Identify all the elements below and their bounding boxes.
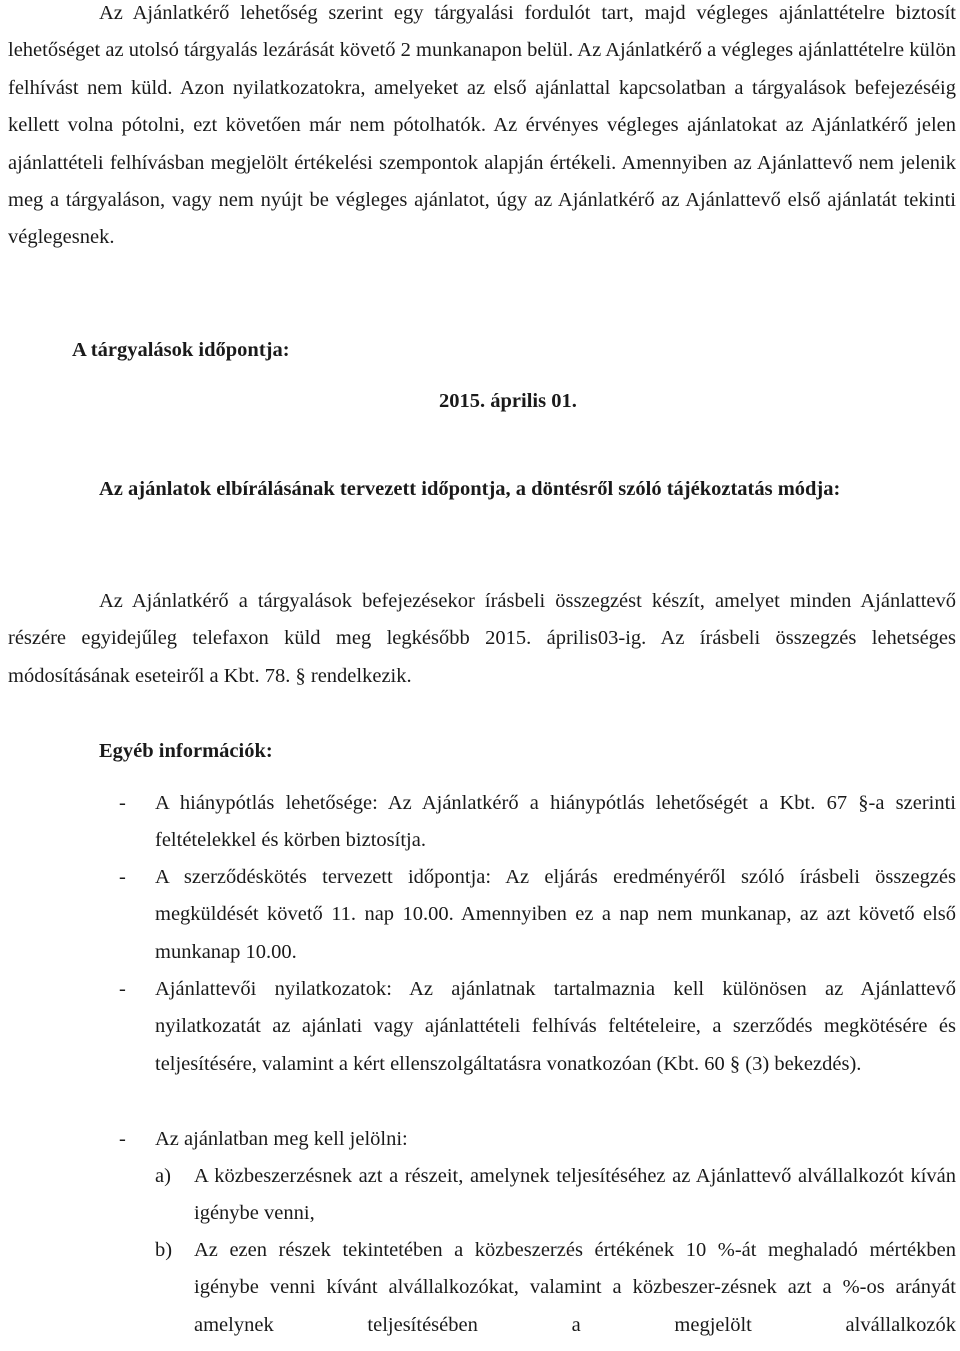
bullet-dash: - bbox=[119, 1128, 126, 1150]
sub-list-item bbox=[8, 1232, 956, 1344]
paragraph-negotiation: Az Ajánlatkérő lehetőség szerint egy tárgyalási fordulót tart, majd végleges ajánlattételre biztosít lehetőséget az utolsó tárgyalás lezárását követő 2 munkanapon belül. Az Ajánlatkérő a végleges ajánlattételre külön felhívást nem küld. Azon nyilatkozatokra, amelyeket az első ajánlattal kapcsolatban a tárgyalások befejezéséig kellett volna pótolni, ezt követően már nem pótolhatók. Az érvényes végleges ajánlatokat az Ajánlatkérő jelen ajánlattételi felhívásban megjelölt értékelési szempontok alapján értékeli. Amennyiben az Ajánlattevő nem jelenik meg a tárgyaláson, vagy nem nyújt be végleges ajánlatot, úgy az Ajánlatkérő az Ajánlattevő első ajánlatát tekinti véglegesnek. bbox=[8, 2, 956, 249]
list-item bbox=[8, 785, 956, 860]
bullet-text: A szerződéskötés tervezett időpontja: Az eljárás eredményéről szóló írásbeli összegzés megküldését követő 11. nap 10.00. Amennyiben ez a nap nem munkanap, az azt követő első munkanap 10.00. bbox=[155, 866, 956, 963]
bullet-text: Ajánlattevői nyilatkozatok: Az ajánlatnak tartalmaznia kell különösen az Ajánlattevő nyilatkozatát az ajánlati vagy ajánlattételi felhívás feltételeire, a szerződés megkötésére és teljesítésére, valamint a kért ellenszolgáltatásra vonatkozóan (Kbt. 60 § (3) bekezdés). bbox=[155, 978, 956, 1075]
bullet-text: Az ajánlatban meg kell jelölni: bbox=[155, 1128, 408, 1150]
schedule-date: 2015. április 01. bbox=[439, 390, 577, 412]
heading-decision: Az ajánlatok elbírálásának tervezett időpontja, a döntésről szóló tájékoztatás módja: bbox=[99, 478, 841, 500]
list-item bbox=[8, 1121, 956, 1158]
sub-item-text: Az ezen részek tekintetében a közbeszerzés értékének 10 %-át meghaladó mértékben igénybe venni kívánt alvállalkozókat, valamint a közbeszer-zésnek azt a %-os arányát amelynek teljesítésében a megjelölt alvállalkozók bbox=[194, 1239, 956, 1336]
list-item bbox=[8, 859, 956, 971]
bullet-text: A hiánypótlás lehetősége: Az Ajánlatkérő a hiánypótlás lehetőségét a Kbt. 67 §-a szerinti feltételekkel és körben biztosítja. bbox=[155, 792, 956, 852]
bullet-dash: - bbox=[119, 792, 126, 814]
bullet-dash: - bbox=[119, 978, 126, 1000]
bullet-dash: - bbox=[119, 866, 126, 888]
sub-item-text: A közbeszerzésnek azt a részeit, amelynek teljesítéséhez az Ajánlattevő alvállalkozót kíván igénybe venni, bbox=[194, 1165, 956, 1225]
sub-list-item bbox=[8, 1158, 956, 1233]
sub-item-letter: a) bbox=[155, 1165, 171, 1187]
paragraph-summary: Az Ajánlatkérő a tárgyalások befejezésekor írásbeli összegzést készít, amelyet minden Ajánlattevő részére egyidejűleg telefaxon küld meg legkésőbb 2015. április03-ig. Az írásbeli összegzés lehetséges módosításának eseteiről a Kbt. 78. § rendelkezik. bbox=[8, 590, 956, 687]
heading-schedule: A tárgyalások időpontja: bbox=[72, 339, 290, 361]
sub-item-letter: b) bbox=[155, 1239, 173, 1261]
list-item bbox=[8, 971, 956, 1083]
heading-other-info: Egyéb információk: bbox=[99, 740, 273, 762]
